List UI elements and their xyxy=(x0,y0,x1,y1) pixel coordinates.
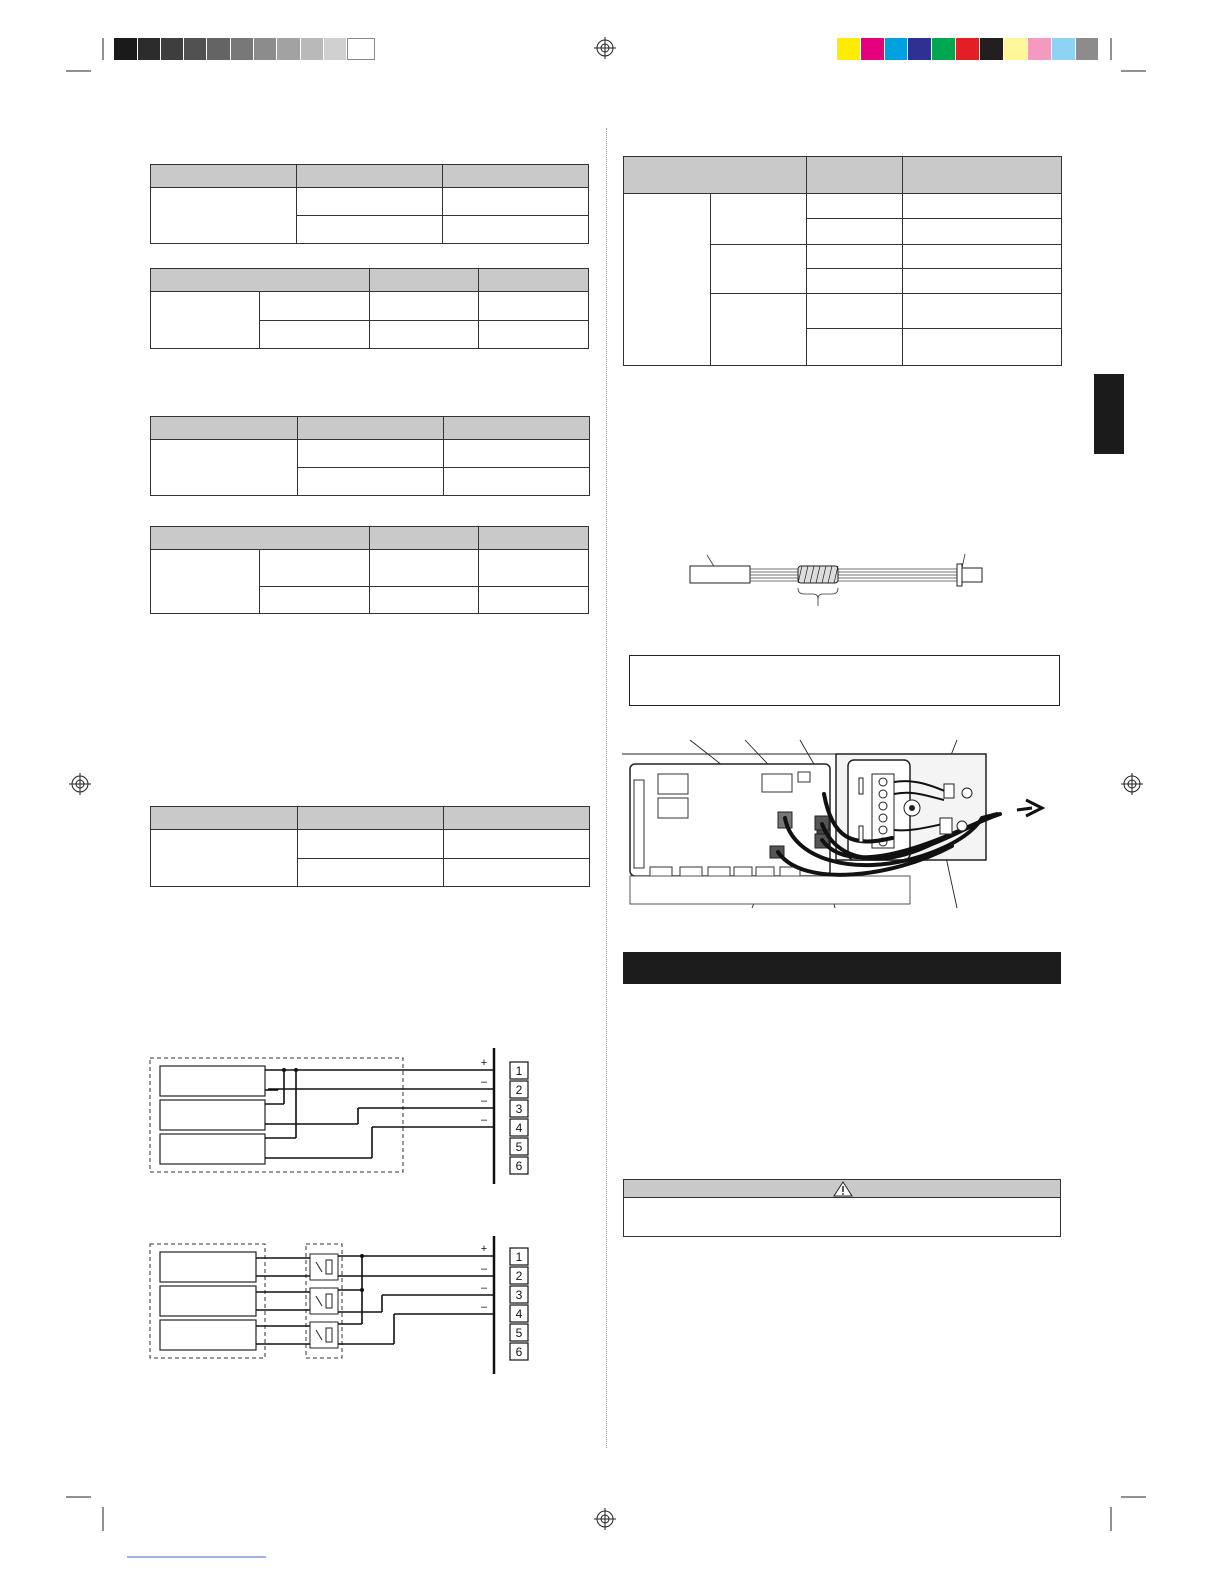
spec-table-3 xyxy=(150,416,590,496)
cable-illustration xyxy=(685,550,990,608)
device-box xyxy=(160,1134,265,1164)
spec-table-4 xyxy=(150,526,589,614)
terminal-number: 3 xyxy=(515,1288,523,1302)
terminal-number: 5 xyxy=(515,1140,523,1154)
spec-table-5 xyxy=(150,806,590,887)
terminal-number: 4 xyxy=(515,1121,523,1135)
spec-table-6 xyxy=(623,156,1062,366)
pcb-wiring-illustration xyxy=(622,738,1052,910)
polarity-label: – xyxy=(480,1263,488,1275)
registration-target-icon xyxy=(69,773,91,795)
caution-box xyxy=(623,1179,1061,1237)
device-box xyxy=(160,1252,256,1282)
polarity-label: – xyxy=(480,1095,488,1107)
terminal-number: 3 xyxy=(515,1102,523,1116)
section-heading-bar xyxy=(623,952,1061,984)
device-box xyxy=(160,1066,265,1096)
terminal-number: 4 xyxy=(515,1307,523,1321)
polarity-label: – xyxy=(480,1114,488,1126)
terminal-number: 5 xyxy=(515,1326,523,1340)
registration-target-icon xyxy=(594,1508,616,1530)
terminal-number: 1 xyxy=(515,1250,523,1264)
registration-target-icon xyxy=(594,37,616,59)
spec-table-1 xyxy=(150,164,589,244)
ferrite-core-icon xyxy=(798,566,838,583)
terminal-number: 6 xyxy=(515,1159,523,1173)
device-box xyxy=(160,1320,256,1350)
note-box xyxy=(629,655,1060,706)
arrow-right-icon xyxy=(1017,800,1042,816)
polarity-label: – xyxy=(480,1076,488,1088)
wiring-diagram-1 xyxy=(148,1046,538,1188)
polarity-label: – xyxy=(480,1301,488,1313)
language-tab-marker xyxy=(1094,374,1124,454)
device-box xyxy=(160,1100,265,1130)
device-box xyxy=(160,1286,256,1316)
terminal-number: 6 xyxy=(515,1345,523,1359)
wiring-diagram-2 xyxy=(148,1234,538,1378)
polarity-label: + xyxy=(480,1243,488,1255)
warning-triangle-icon xyxy=(833,1181,853,1197)
relay-icon xyxy=(310,1254,338,1348)
registration-target-icon xyxy=(1121,773,1143,795)
polarity-label: – xyxy=(480,1282,488,1294)
polarity-label: + xyxy=(480,1057,488,1069)
connector-plug-icon xyxy=(957,564,982,586)
spec-table-2 xyxy=(150,268,589,349)
column-divider xyxy=(606,128,607,1448)
caution-header xyxy=(624,1180,1060,1198)
terminal-number: 2 xyxy=(515,1083,523,1097)
terminal-number: 1 xyxy=(515,1064,523,1078)
terminal-number: 2 xyxy=(515,1269,523,1283)
